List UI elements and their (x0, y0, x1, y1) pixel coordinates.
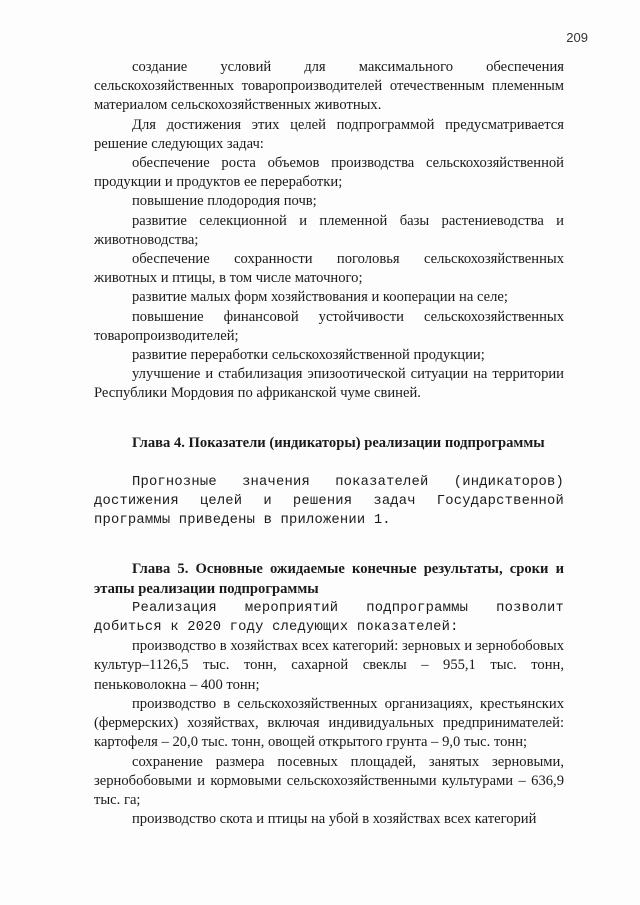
chapter-5-intro: Реализация мероприятий подпрограммы позволит добиться к 2020 году следующих показателей: (94, 600, 564, 636)
task-paragraph: улучшение и стабилизация эпизоотической ситуации на территории Республики Мордовия по африканской чуме свиней. (94, 366, 564, 402)
result-paragraph: сохранение размера посевных площадей, занятых зерновыми, зернобобовыми и кормовыми сельскохозяйственными культурами – 636,9 тыс. га; (94, 753, 564, 808)
task-paragraph: развитие селекционной и племенной базы растениеводства и животноводства; (94, 212, 564, 248)
page-body (94, 58, 564, 829)
task-paragraph: развитие переработки сельскохозяйственной продукции; (132, 347, 485, 364)
task-paragraph: развитие малых форм хозяйствования и кооперации на селе; (132, 289, 508, 306)
chapter-4-text: Прогнозные значения показателей (индикаторов) достижения целей и решения задач Государственной программы приведены в приложении 1. (94, 474, 564, 529)
task-paragraph: обеспечение сохранности поголовья сельскохозяйственных животных и птицы, в том числе маточного; (94, 251, 564, 287)
intro-paragraph: Для достижения этих целей подпрограммой предусматривается решение следующих задач: (94, 116, 564, 152)
task-paragraph: создание условий для максимального обеспечения сельскохозяйственных товаропроизводителей отечественным племенным материалом сельскохозяйственных животных. (94, 59, 564, 114)
page-number: 209 (566, 30, 588, 45)
chapter-4-heading: Глава 4. Показатели (индикаторы) реализации подпрограммы (132, 434, 545, 451)
task-paragraph: повышение финансовой устойчивости сельскохозяйственных товаропроизводителей; (94, 308, 564, 344)
task-paragraph: повышение плодородия почв; (132, 193, 317, 210)
task-paragraph: обеспечение роста объемов производства сельскохозяйственной продукции и продуктов ее переработки; (94, 155, 564, 191)
result-paragraph: производство в сельскохозяйственных организациях, крестьянских (фермерских) хозяйствах, включая индивидуальных предпринимателей: картофеля – 20,0 тыс. тонн, овощей открытого грунта – 9,0 тыс. тонн; (94, 695, 564, 751)
result-paragraph: производство в хозяйствах всех категорий: зерновых и зернобобовых культур–1126,5 тыс. тонн, сахарной свеклы – 955,1 тыс. тонн, пеньковолокна – 400 тонн; (94, 638, 564, 693)
result-paragraph: производство скота и птицы на убой в хозяйствах всех категорий (132, 811, 537, 828)
chapter-5-heading: Глава 5. Основные ожидаемые конечные результаты, сроки и этапы реализации подпрограммы (94, 561, 564, 597)
